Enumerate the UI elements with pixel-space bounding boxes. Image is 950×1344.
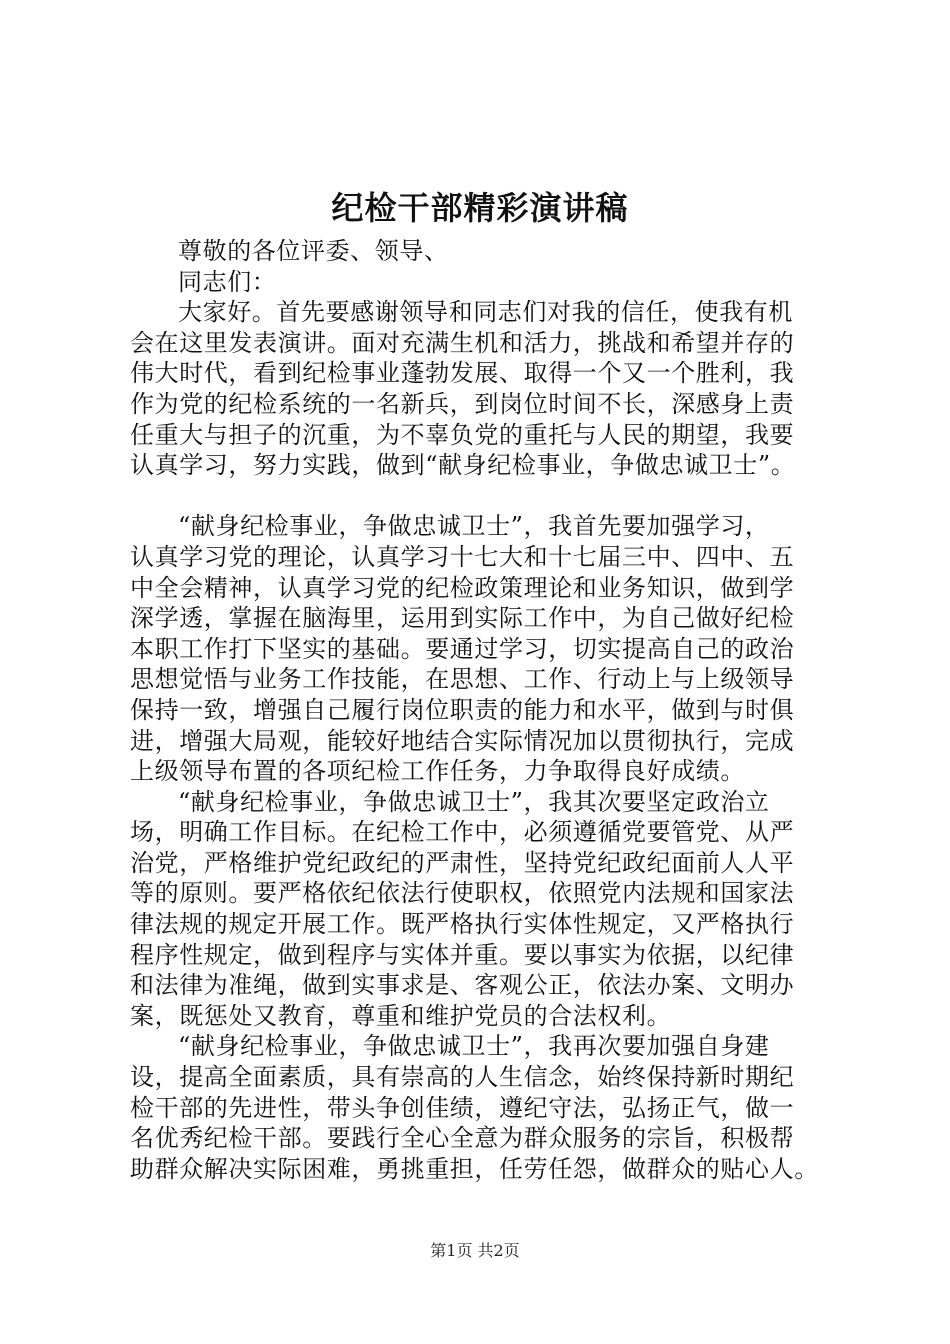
paragraph-line: 上级领导布置的各项纪检工作任务，力争取得良好成绩。 — [130, 757, 745, 786]
salutation-line: 同志们： — [178, 267, 277, 296]
paragraph-line: 保持一致，增强自己履行岗位职责的能力和水平，做到与时俱 — [130, 695, 795, 724]
paragraph-line: 名优秀纪检干部。要践行全心全意为群众服务的宗旨，积极帮 — [130, 1124, 795, 1153]
document-body — [130, 236, 850, 1184]
paragraph-line: 作为党的纪检系统的一名新兵，到岗位时间不长，深感身上责 — [130, 389, 795, 418]
paragraph-line: 认真学习党的理论，认真学习十七大和十七届三中、四中、五 — [130, 542, 795, 571]
paragraph-line: 大家好。首先要感谢领导和同志们对我的信任，使我有机 — [178, 298, 793, 327]
paragraph-line: 会在这里发表演讲。面对充满生机和活力，挑战和希望并存的 — [130, 328, 795, 357]
paragraph-line: 程序性规定，做到程序与实体并重。要以事实为依据，以纪律 — [130, 940, 795, 969]
paragraph-line: 中全会精神，认真学习党的纪检政策理论和业务知识，做到学 — [130, 573, 795, 602]
blank-line — [130, 481, 850, 512]
salutation-line: 尊敬的各位评委、领导、 — [178, 237, 449, 265]
paragraph-line: 设，提高全面素质，具有崇高的人生信念，始终保持新时期纪 — [130, 1063, 795, 1092]
paragraph-line: 治党，严格维护党纪政纪的严肃性，坚持党纪政纪面前人人平 — [130, 848, 795, 877]
paragraph-line: “献身纪检事业，争做忠诚卫士”，我再次要加强自身建 — [178, 1032, 770, 1061]
paragraph-line: 任重大与担子的沉重，为不辜负党的重托与人民的期望，我要 — [130, 420, 795, 449]
document-title: 纪检干部精彩演讲稿 — [331, 189, 629, 227]
paragraph-line: 案，既惩处又教育，尊重和维护党员的合法权利。 — [130, 1001, 672, 1030]
paragraph-line: “献身纪检事业，争做忠诚卫士”，我其次要坚定政治立 — [178, 787, 770, 816]
paragraph-line: 检干部的先进性，带头争创佳绩，遵纪守法，弘扬正气，做一 — [130, 1093, 795, 1122]
paragraph-line: 伟大时代，看到纪检事业蓬勃发展、取得一个又一个胜利，我 — [130, 359, 795, 388]
page-footer: 第1页 共2页 — [430, 1241, 520, 1260]
paragraph-line: 等的原则。要严格依纪依法行使职权，依照党内法规和国家法 — [130, 879, 795, 908]
paragraph-line: 进，增强大局观，能较好地结合实际情况加以贯彻执行，完成 — [130, 726, 795, 755]
paragraph-line: 深学透，掌握在脑海里，运用到实际工作中，为自己做好纪检 — [130, 604, 795, 633]
paragraph-line: 律法规的规定开展工作。既严格执行实体性规定，又严格执行 — [130, 910, 795, 939]
paragraph-line: 认真学习，努力实践，做到“献身纪检事业，争做忠诚卫士”。 — [130, 451, 796, 480]
paragraph-line: 助群众解决实际困难，勇挑重担，任劳任怨，做群众的贴心人。 — [130, 1154, 819, 1183]
paragraph-line: 本职工作打下坚实的基础。要通过学习，切实提高自己的政治 — [130, 634, 795, 663]
paragraph-line: 场，明确工作目标。在纪检工作中，必须遵循党要管党、从严 — [130, 818, 795, 847]
paragraph-line: “献身纪检事业，争做忠诚卫士”，我首先要加强学习， — [178, 512, 770, 541]
paragraph-line: 和法律为准绳，做到实事求是、客观公正，依法办案、文明办 — [130, 971, 795, 1000]
paragraph-line: 思想觉悟与业务工作技能，在思想、工作、行动上与上级领导 — [130, 665, 795, 694]
